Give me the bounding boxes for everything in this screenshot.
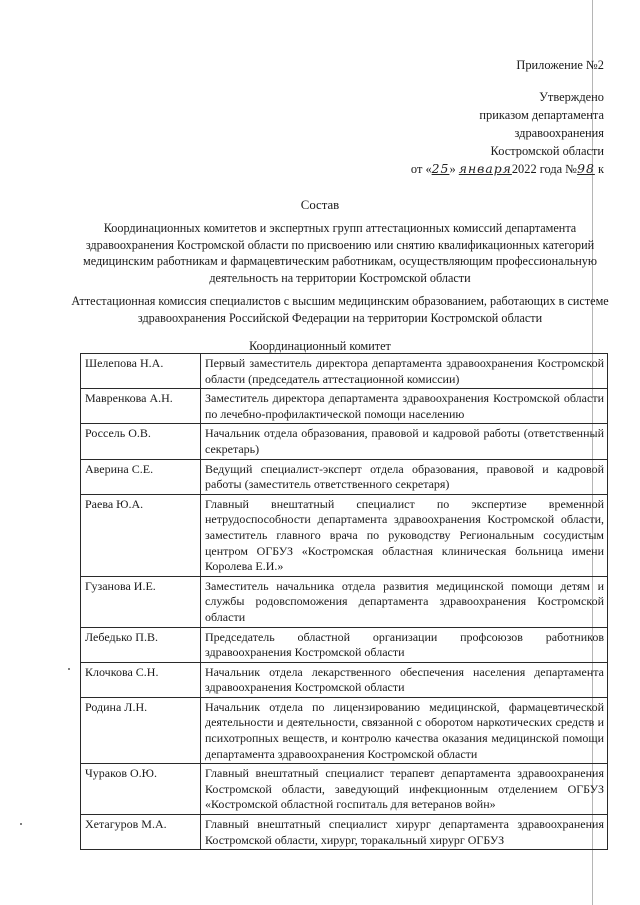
approval-date-line — [411, 160, 604, 178]
table-row — [81, 424, 608, 459]
approval-line: приказом департамента — [479, 108, 604, 122]
intro-paragraph: Координационных комитетов и экспертных групп аттестационных комиссий департамента здравоохранения Костромской области по присвоению или снятию квалификационных категорий медицинским работникам и фармацевтическим работникам, осуществляющим профессиональную деятельность на территории Костромской области — [82, 221, 598, 285]
member-role: Главный внештатный специалист терапевт департамента здравоохранения Костромской области, заведующий инфекционным отделением ОГБУЗ «Костромской областной госпиталь для ветеранов войн» — [201, 764, 608, 815]
member-role: Ведущий специалист-эксперт отдела образования, правовой и кадровой работы (заместитель ответственного секретаря) — [201, 459, 608, 494]
member-name: Шелепова Н.А. — [81, 354, 201, 389]
member-role: Председатель областной организации профсоюзов работников здравоохранения Костромской области — [201, 627, 608, 662]
member-role: Главный внештатный специалист хирург департамента здравоохранения Костромской области, хирург, торакальный хирург ОГБУЗ — [201, 815, 608, 850]
date-mid: » — [449, 162, 456, 176]
approval-line: здравоохранения — [514, 126, 604, 140]
commission-paragraph: Аттестационная комиссия специалистов с высшим медицинским образованием, работающих в системе здравоохранения Российской Федерации на территории Костромской области — [71, 294, 609, 325]
table-row — [81, 389, 608, 424]
table-row — [81, 354, 608, 389]
member-name: Хетагуров М.А. — [81, 815, 201, 850]
date-prefix: от « — [410, 162, 432, 176]
table-row — [81, 662, 608, 697]
member-role: Начальник отдела лекарственного обеспечения населения департамента здравоохранения Костромской области — [201, 662, 608, 697]
member-role: Главный внештатный специалист по экспертизе временной нетрудоспособности департамента здравоохранения Костромской области, заместитель главного врача по руководству Региональным сосудистым центром ОГБУЗ «Костромская областная клиническая больница имени Королева Е.И.» — [201, 494, 608, 576]
member-role: Заместитель директора департамента здравоохранения Костромской области по лечебно-профилактической помощи населению — [201, 389, 608, 424]
member-name: Мавренкова А.Н. — [81, 389, 201, 424]
appendix-label: Приложение №2 — [516, 58, 604, 72]
table-row — [81, 576, 608, 627]
approval-line: Утверждено — [539, 90, 604, 104]
date-year: 2022 года № — [511, 162, 578, 176]
member-name: Раева Ю.А. — [81, 494, 201, 576]
member-role: Первый заместитель директора департамента здравоохранения Костромской области (председатель аттестационной комиссии) — [201, 354, 608, 389]
member-role: Начальник отдела образования, правовой и кадровой работы (ответственный секретарь) — [201, 424, 608, 459]
table-row — [81, 459, 608, 494]
members-table — [80, 353, 608, 850]
scan-speck — [68, 668, 70, 670]
table-row — [81, 815, 608, 850]
order-number-handwritten: 98 — [577, 161, 595, 176]
member-role: Заместитель начальника отдела развития медицинской помощи детям и службы родовспоможения департамента здравоохранения Костромской области — [201, 576, 608, 627]
member-name: Аверина С.Е. — [81, 459, 201, 494]
approval-line: Костромской области — [490, 144, 604, 158]
table-row — [81, 494, 608, 576]
table-row — [81, 764, 608, 815]
table-row — [81, 697, 608, 763]
approval-block — [411, 88, 604, 178]
document-title: Состав — [300, 198, 340, 212]
date-day-handwritten: 25 — [431, 161, 450, 176]
member-name: Лебедько П.В. — [81, 627, 201, 662]
committee-title: Координационный комитет — [249, 339, 391, 353]
order-suffix: к — [597, 162, 604, 176]
date-month-handwritten: января — [458, 161, 512, 176]
member-name: Клочкова С.Н. — [81, 662, 201, 697]
member-role: Начальник отдела по лицензированию медицинской, фармацевтической деятельности и деятельности, связанной с оборотом наркотических средств и психотропных веществ, и контролю качества оказания медицинской помощи департамента здравоохранения Костромской области — [201, 697, 608, 763]
member-name: Россель О.В. — [81, 424, 201, 459]
member-name: Гузанова И.Е. — [81, 576, 201, 627]
member-name: Чураков О.Ю. — [81, 764, 201, 815]
member-name: Родина Л.Н. — [81, 697, 201, 763]
scan-speck — [20, 823, 22, 825]
table-row — [81, 627, 608, 662]
